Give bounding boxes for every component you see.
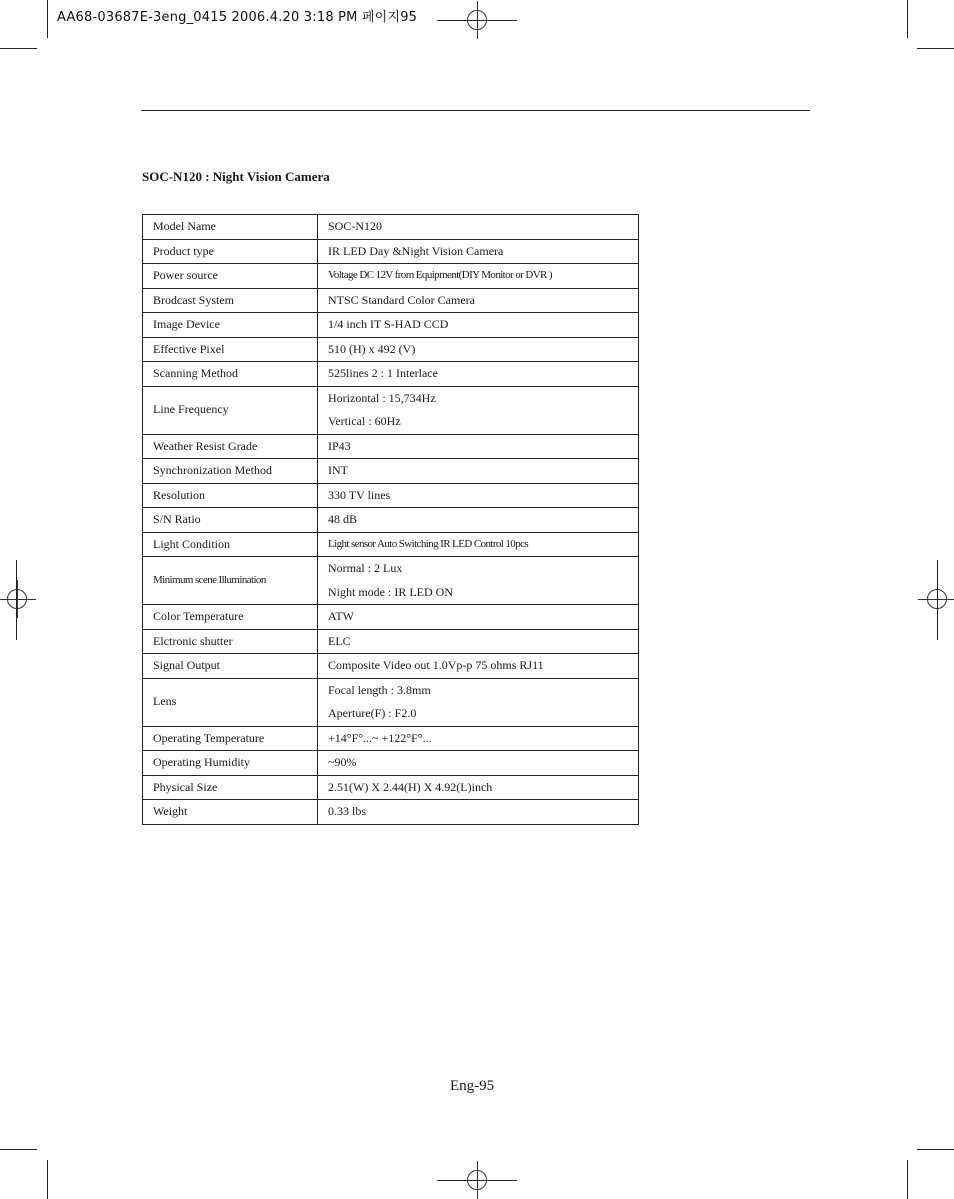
spec-value (318, 532, 639, 557)
spec-label: Minimum scene Illumination (143, 557, 318, 605)
spec-value (318, 751, 639, 776)
spec-value (318, 775, 639, 800)
spec-value (318, 313, 639, 338)
spec-value (318, 557, 639, 605)
spec-value-line: Light sensor Auto Switching IR LED Control 10pcs (328, 537, 529, 550)
spec-value (318, 459, 639, 484)
table-row (143, 337, 639, 362)
table-row (143, 362, 639, 387)
crop-mark (907, 0, 908, 38)
spec-value-line: IR LED Day &Night Vision Camera (328, 243, 504, 258)
table-row (143, 605, 639, 630)
spec-label: Model Name (143, 215, 318, 240)
page-number: Eng-95 (450, 1078, 495, 1094)
table-row (143, 215, 639, 240)
crop-mark (437, 20, 517, 21)
spec-value-line: NTSC Standard Color Camera (328, 292, 475, 307)
table-row (143, 678, 639, 726)
spec-label: Scanning Method (143, 362, 318, 387)
table-row (143, 726, 639, 751)
crop-mark (937, 560, 938, 640)
spec-value (318, 654, 639, 679)
spec-label: Operating Temperature (143, 726, 318, 751)
spec-value-line: INT (328, 463, 348, 477)
spec-value-line: 0.33 lbs (328, 804, 367, 818)
table-row (143, 313, 639, 338)
spec-label: Light Condition (143, 532, 318, 557)
crop-mark (437, 1180, 517, 1181)
spec-value (318, 483, 639, 508)
spec-value (318, 337, 639, 362)
table-row (143, 434, 639, 459)
table-row (143, 654, 639, 679)
spec-value (318, 434, 639, 459)
spec-label: Power source (143, 264, 318, 289)
spec-value (318, 726, 639, 751)
spec-value-line: Composite Video out 1.0Vp-p 75 ohms RJ11 (328, 658, 544, 672)
spec-label: Image Device (143, 313, 318, 338)
spec-value (318, 264, 639, 289)
spec-table (142, 214, 639, 825)
spec-value-line: 1/4 inch IT S-HAD CCD (328, 317, 449, 331)
spec-value (318, 678, 639, 726)
crop-mark (917, 48, 954, 49)
crop-mark (47, 1160, 48, 1199)
spec-label: Effective Pixel (143, 337, 318, 362)
table-row (143, 288, 639, 313)
spec-value (318, 288, 639, 313)
table-row (143, 459, 639, 484)
spec-value (318, 605, 639, 630)
spec-value-line: Night mode : IR LED ON (328, 584, 453, 599)
page-title: SOC-N120 : Night Vision Camera (142, 169, 330, 184)
spec-label: Lens (143, 678, 318, 726)
spec-value-line: +14°F°...~ +122°F°... (328, 730, 432, 745)
table-row (143, 508, 639, 533)
spec-label: Resolution (143, 483, 318, 508)
spec-value (318, 215, 639, 240)
spec-value-line: 510 (H) x 492 (V) (328, 341, 416, 356)
spec-value-line: Normal : 2 Lux (328, 561, 403, 575)
spec-value-line: ELC (328, 633, 351, 648)
spec-value (318, 362, 639, 387)
table-row (143, 532, 639, 557)
table-row (143, 557, 639, 605)
spec-value-line: 330 TV lines (328, 487, 391, 502)
spec-label: Synchronization Method (143, 459, 318, 484)
table-row (143, 775, 639, 800)
spec-label: Product type (143, 239, 318, 264)
print-slug: AA68-03687E-3eng_0415 2006.4.20 3:18 PM 페이지95 (57, 10, 418, 25)
spec-label: Physical Size (143, 775, 318, 800)
spec-label: Weight (143, 800, 318, 825)
crop-mark (917, 1149, 954, 1150)
spec-label: Elctronic shutter (143, 629, 318, 654)
spec-value-line: SOC-N120 (328, 219, 383, 233)
table-row (143, 483, 639, 508)
spec-label: Color Temperature (143, 605, 318, 630)
table-row (143, 264, 639, 289)
spec-label: Weather Resist Grade (143, 434, 318, 459)
spec-value-line: IP43 (328, 438, 351, 453)
spec-value-line: Horizontal : 15,734Hz (328, 390, 436, 405)
spec-value-line: Focal length : 3.8mm (328, 682, 431, 697)
crop-mark (47, 0, 48, 38)
spec-value-line: Aperture(F) : F2.0 (328, 706, 417, 720)
registration-mark (0, 580, 36, 618)
table-row (143, 239, 639, 264)
spec-value-line: Vertical : 60Hz (328, 414, 401, 428)
spec-value (318, 239, 639, 264)
spec-label: Operating Humidity (143, 751, 318, 776)
spec-value-line: ~90% (328, 755, 357, 769)
crop-mark (0, 1149, 37, 1150)
spec-value (318, 800, 639, 825)
spec-label: Signal Output (143, 654, 318, 679)
spec-value-line: Voltage DC 12V from Equipment(DIY Monitor or DVR ) (328, 269, 552, 281)
spec-label: S/N Ratio (143, 508, 318, 533)
spec-value (318, 629, 639, 654)
table-row (143, 629, 639, 654)
spec-value-line: ATW (328, 609, 354, 623)
spec-value-line: 525lines 2 : 1 Interlace (328, 366, 438, 380)
spec-label: Line Frequency (143, 386, 318, 434)
crop-mark (16, 560, 17, 640)
spec-value (318, 508, 639, 533)
spec-label: Brodcast System (143, 288, 318, 313)
crop-mark (907, 1160, 908, 1199)
table-row (143, 751, 639, 776)
spec-value (318, 386, 639, 434)
table-row (143, 800, 639, 825)
table-row (143, 386, 639, 434)
header-rule (141, 110, 810, 111)
spec-value-line: 48 dB (328, 512, 358, 526)
spec-value-line: 2.51(W) X 2.44(H) X 4.92(L)inch (328, 779, 493, 794)
registration-mark (918, 580, 954, 618)
crop-mark (0, 48, 37, 49)
